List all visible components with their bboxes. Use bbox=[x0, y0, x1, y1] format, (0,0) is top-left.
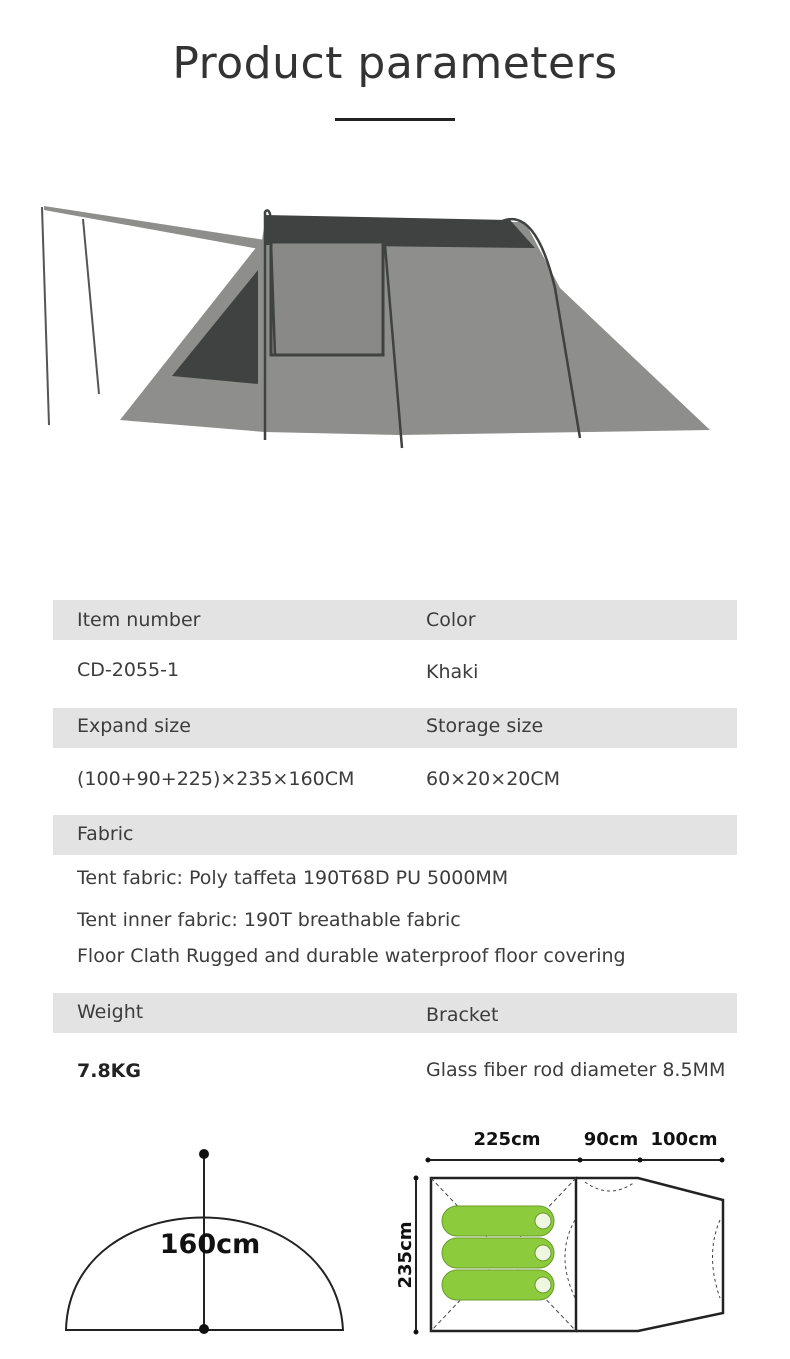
height-top-dot bbox=[199, 1149, 209, 1159]
tent-body bbox=[120, 222, 710, 435]
vestibule-label: 90cm bbox=[583, 1129, 639, 1150]
tent-side-window bbox=[172, 270, 258, 384]
fabric-line-outer: Tent fabric: Poly taffeta 190T68D PU 5000MM bbox=[77, 867, 509, 889]
height-label: 160cm bbox=[159, 1229, 261, 1260]
page-title: Product parameters bbox=[172, 38, 618, 89]
inner-length-label: 225cm bbox=[473, 1129, 541, 1150]
awning-pole-back bbox=[83, 219, 99, 394]
awning-pole-front bbox=[42, 207, 49, 425]
tent-illustration bbox=[0, 190, 790, 460]
color-value: Khaki bbox=[426, 661, 479, 683]
sleeping-bags bbox=[442, 1206, 554, 1300]
expand-size-value: (100+90+225)×235×160CM bbox=[77, 768, 355, 790]
storage-size-value: 60×20×20CM bbox=[426, 768, 561, 790]
item-number-value: CD-2055-1 bbox=[77, 659, 180, 681]
expand-size-label: Expand size bbox=[77, 715, 191, 737]
weight-value: 7.8KG bbox=[77, 1060, 141, 1082]
title-underline bbox=[335, 118, 455, 121]
item-number-label: Item number bbox=[77, 609, 201, 631]
header-row-4 bbox=[53, 993, 737, 1033]
width-label: 235cm bbox=[395, 1221, 416, 1289]
height-diagram bbox=[55, 1140, 355, 1345]
weight-label: Weight bbox=[77, 1001, 144, 1023]
storage-size-label: Storage size bbox=[426, 715, 544, 737]
fabric-line-inner: Tent inner fabric: 190T breathable fabric bbox=[77, 909, 461, 931]
header-row-3 bbox=[53, 815, 737, 855]
bracket-value: Glass fiber rod diameter 8.5MM bbox=[426, 1059, 726, 1081]
tent-door bbox=[271, 242, 383, 355]
awning bbox=[44, 206, 265, 250]
color-label: Color bbox=[426, 609, 476, 631]
fabric-line-floor: Floor Clath Rugged and durable waterproof floor covering bbox=[77, 945, 626, 967]
height-bottom-dot bbox=[199, 1324, 209, 1334]
fabric-label: Fabric bbox=[77, 823, 134, 845]
floor-plan-diagram bbox=[390, 1120, 735, 1350]
awning-label: 100cm bbox=[650, 1129, 718, 1150]
vestibule-outline bbox=[576, 1178, 723, 1331]
bracket-label: Bracket bbox=[426, 1004, 499, 1026]
